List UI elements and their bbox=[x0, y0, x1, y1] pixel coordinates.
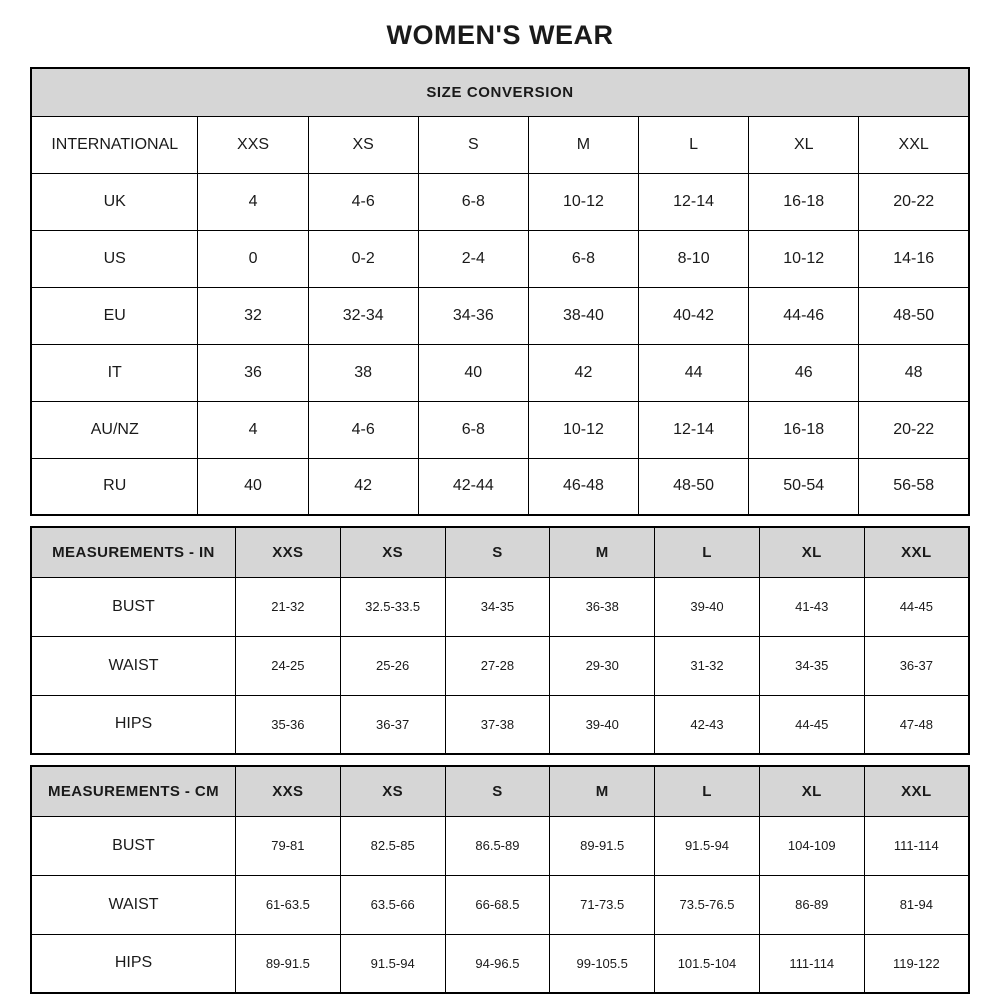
size-value-cell: 32.5-33.5 bbox=[340, 577, 445, 636]
measurements-cm-table bbox=[30, 765, 970, 994]
size-value-cell: 50-54 bbox=[749, 458, 859, 515]
row-label-cell: UK bbox=[31, 173, 198, 230]
size-value-cell: 21-32 bbox=[235, 577, 340, 636]
row-label-cell: BUST bbox=[31, 577, 235, 636]
size-value-cell: 71-73.5 bbox=[550, 875, 655, 934]
size-column-header: M bbox=[550, 766, 655, 816]
size-value-cell: 6-8 bbox=[418, 173, 528, 230]
size-column-header: XXS bbox=[235, 766, 340, 816]
size-conversion-title: SIZE CONVERSION bbox=[31, 68, 969, 116]
table-row bbox=[31, 230, 969, 287]
table-row bbox=[31, 173, 969, 230]
size-value-cell: 44-46 bbox=[749, 287, 859, 344]
size-value-cell: 63.5-66 bbox=[340, 875, 445, 934]
size-value-cell: 46-48 bbox=[528, 458, 638, 515]
row-label-cell: RU bbox=[31, 458, 198, 515]
size-value-cell: 27-28 bbox=[445, 636, 550, 695]
size-value-cell: 34-35 bbox=[445, 577, 550, 636]
measurements-cm-table-head bbox=[31, 766, 969, 816]
size-value-cell: 37-38 bbox=[445, 695, 550, 754]
size-value-cell: 99-105.5 bbox=[550, 934, 655, 993]
size-column-header: XXS bbox=[235, 527, 340, 577]
size-value-cell: 36 bbox=[198, 344, 308, 401]
size-value-cell: 82.5-85 bbox=[340, 816, 445, 875]
size-value-cell: 4-6 bbox=[308, 173, 418, 230]
table-row bbox=[31, 875, 969, 934]
size-value-cell: 16-18 bbox=[749, 173, 859, 230]
size-value-cell: 44-45 bbox=[759, 695, 864, 754]
size-value-cell: 89-91.5 bbox=[235, 934, 340, 993]
size-column-header: XS bbox=[340, 527, 445, 577]
table-row bbox=[31, 116, 969, 173]
size-value-cell: 104-109 bbox=[759, 816, 864, 875]
size-column-header: XL bbox=[759, 527, 864, 577]
size-value-cell: XL bbox=[749, 116, 859, 173]
page-title: WOMEN'S WEAR bbox=[386, 20, 614, 50]
table-row bbox=[31, 695, 969, 754]
size-value-cell: 48 bbox=[859, 344, 969, 401]
size-value-cell: 42 bbox=[528, 344, 638, 401]
table-title-cell: MEASUREMENTS - CM bbox=[31, 766, 235, 816]
size-value-cell: 47-48 bbox=[864, 695, 969, 754]
size-column-header: M bbox=[550, 527, 655, 577]
size-value-cell: 40 bbox=[418, 344, 528, 401]
size-value-cell: 56-58 bbox=[859, 458, 969, 515]
size-value-cell: 2-4 bbox=[418, 230, 528, 287]
size-value-cell: 41-43 bbox=[759, 577, 864, 636]
size-value-cell: 40-42 bbox=[639, 287, 749, 344]
size-value-cell: 34-35 bbox=[759, 636, 864, 695]
size-value-cell: XXL bbox=[859, 116, 969, 173]
size-value-cell: M bbox=[528, 116, 638, 173]
size-value-cell: 10-12 bbox=[749, 230, 859, 287]
table-row bbox=[31, 934, 969, 993]
size-value-cell: 91.5-94 bbox=[340, 934, 445, 993]
size-column-header: S bbox=[445, 527, 550, 577]
size-value-cell: 36-37 bbox=[864, 636, 969, 695]
size-value-cell: 38-40 bbox=[528, 287, 638, 344]
size-value-cell: 6-8 bbox=[418, 401, 528, 458]
size-value-cell: 94-96.5 bbox=[445, 934, 550, 993]
row-label-cell: AU/NZ bbox=[31, 401, 198, 458]
size-value-cell: 34-36 bbox=[418, 287, 528, 344]
size-value-cell: 32 bbox=[198, 287, 308, 344]
size-value-cell: 35-36 bbox=[235, 695, 340, 754]
row-label-cell: IT bbox=[31, 344, 198, 401]
size-value-cell: 39-40 bbox=[655, 577, 760, 636]
size-value-cell: 119-122 bbox=[864, 934, 969, 993]
size-value-cell: 46 bbox=[749, 344, 859, 401]
size-value-cell: 38 bbox=[308, 344, 418, 401]
size-value-cell: 32-34 bbox=[308, 287, 418, 344]
row-label-cell: EU bbox=[31, 287, 198, 344]
table-row bbox=[31, 636, 969, 695]
size-value-cell: 29-30 bbox=[550, 636, 655, 695]
row-label-cell: HIPS bbox=[31, 695, 235, 754]
size-value-cell: 111-114 bbox=[759, 934, 864, 993]
table-row bbox=[31, 816, 969, 875]
size-value-cell: 42-44 bbox=[418, 458, 528, 515]
size-value-cell: 36-37 bbox=[340, 695, 445, 754]
size-value-cell: 86.5-89 bbox=[445, 816, 550, 875]
measurements-cm-table-body bbox=[31, 816, 969, 993]
size-column-header: S bbox=[445, 766, 550, 816]
size-value-cell: 61-63.5 bbox=[235, 875, 340, 934]
size-column-header: XXL bbox=[864, 527, 969, 577]
size-value-cell: 24-25 bbox=[235, 636, 340, 695]
size-value-cell: 36-38 bbox=[550, 577, 655, 636]
size-value-cell: 66-68.5 bbox=[445, 875, 550, 934]
size-value-cell: XXS bbox=[198, 116, 308, 173]
size-value-cell: 6-8 bbox=[528, 230, 638, 287]
size-header-row bbox=[31, 766, 969, 816]
size-value-cell: 42-43 bbox=[655, 695, 760, 754]
table-row bbox=[31, 401, 969, 458]
size-value-cell: 31-32 bbox=[655, 636, 760, 695]
row-label-cell: US bbox=[31, 230, 198, 287]
size-value-cell: 16-18 bbox=[749, 401, 859, 458]
size-value-cell: 101.5-104 bbox=[655, 934, 760, 993]
size-column-header: L bbox=[655, 527, 760, 577]
size-value-cell: 111-114 bbox=[864, 816, 969, 875]
size-value-cell: 20-22 bbox=[859, 401, 969, 458]
size-value-cell: 79-81 bbox=[235, 816, 340, 875]
size-value-cell: 12-14 bbox=[639, 173, 749, 230]
size-value-cell: 44-45 bbox=[864, 577, 969, 636]
size-value-cell: 4-6 bbox=[308, 401, 418, 458]
size-value-cell: 25-26 bbox=[340, 636, 445, 695]
size-value-cell: 39-40 bbox=[550, 695, 655, 754]
size-value-cell: XS bbox=[308, 116, 418, 173]
table-row bbox=[31, 287, 969, 344]
size-value-cell: 10-12 bbox=[528, 401, 638, 458]
size-value-cell: 89-91.5 bbox=[550, 816, 655, 875]
size-column-header: XL bbox=[759, 766, 864, 816]
size-value-cell: 12-14 bbox=[639, 401, 749, 458]
table-row bbox=[31, 344, 969, 401]
size-value-cell: 14-16 bbox=[859, 230, 969, 287]
size-column-header: XS bbox=[340, 766, 445, 816]
size-column-header: XXL bbox=[864, 766, 969, 816]
size-value-cell: 20-22 bbox=[859, 173, 969, 230]
size-conversion-table-body bbox=[31, 116, 969, 515]
row-label-cell: BUST bbox=[31, 816, 235, 875]
table-row bbox=[31, 458, 969, 515]
size-value-cell: 0 bbox=[198, 230, 308, 287]
size-value-cell: 40 bbox=[198, 458, 308, 515]
size-value-cell: 81-94 bbox=[864, 875, 969, 934]
row-label-cell: WAIST bbox=[31, 875, 235, 934]
size-value-cell: 4 bbox=[198, 401, 308, 458]
row-label-cell: INTERNATIONAL bbox=[31, 116, 198, 173]
size-value-cell: 8-10 bbox=[639, 230, 749, 287]
measurements-in-table-body bbox=[31, 577, 969, 754]
size-value-cell: 91.5-94 bbox=[655, 816, 760, 875]
size-value-cell: S bbox=[418, 116, 528, 173]
row-label-cell: WAIST bbox=[31, 636, 235, 695]
table-row bbox=[31, 577, 969, 636]
size-value-cell: 42 bbox=[308, 458, 418, 515]
size-header-row bbox=[31, 527, 969, 577]
size-conversion-banner-row bbox=[31, 68, 969, 116]
size-value-cell: 73.5-76.5 bbox=[655, 875, 760, 934]
size-value-cell: 44 bbox=[639, 344, 749, 401]
size-value-cell: 4 bbox=[198, 173, 308, 230]
measurements-in-table-head bbox=[31, 527, 969, 577]
table-title-cell: MEASUREMENTS - IN bbox=[31, 527, 235, 577]
size-value-cell: 48-50 bbox=[639, 458, 749, 515]
size-column-header: L bbox=[655, 766, 760, 816]
row-label-cell: HIPS bbox=[31, 934, 235, 993]
size-value-cell: 86-89 bbox=[759, 875, 864, 934]
size-conversion-table-head bbox=[31, 68, 969, 116]
size-value-cell: L bbox=[639, 116, 749, 173]
measurements-in-table bbox=[30, 526, 970, 755]
size-value-cell: 10-12 bbox=[528, 173, 638, 230]
size-conversion-table bbox=[30, 67, 970, 516]
size-value-cell: 48-50 bbox=[859, 287, 969, 344]
size-value-cell: 0-2 bbox=[308, 230, 418, 287]
